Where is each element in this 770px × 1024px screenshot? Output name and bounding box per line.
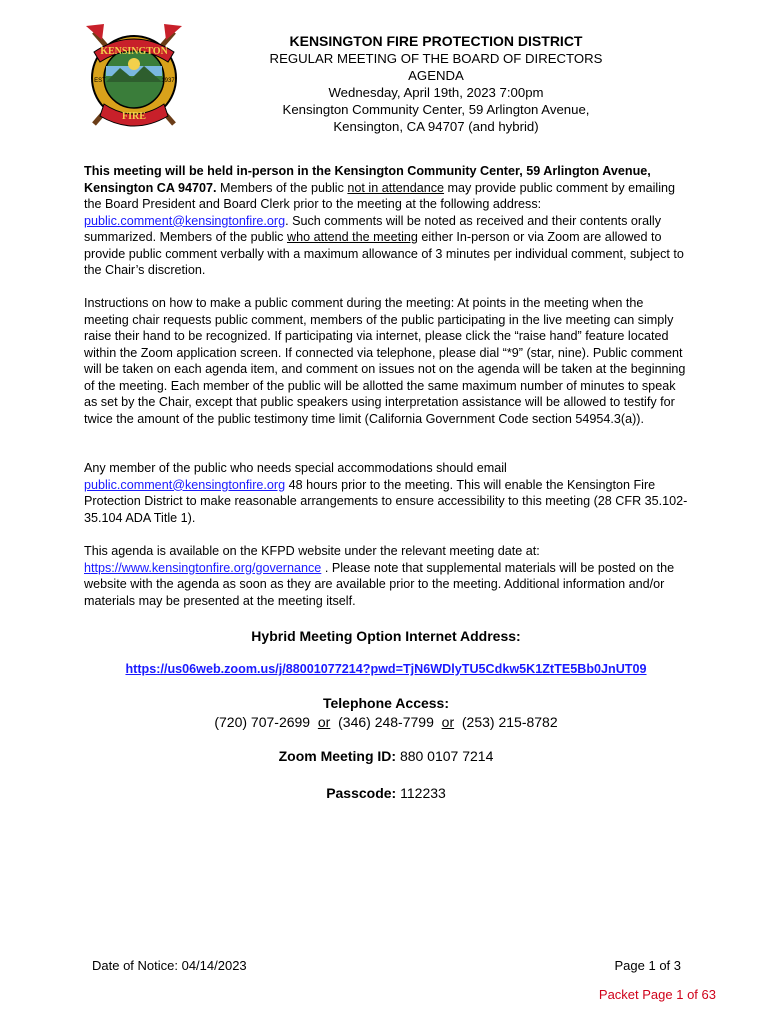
packet-page-number: Packet Page 1 of 63 (598, 987, 716, 1002)
meeting-datetime: Wednesday, April 19th, 2023 7:00pm (328, 85, 544, 100)
logo-right-text: 1937 (161, 78, 175, 84)
hybrid-title: Hybrid Meeting Option Internet Address: (251, 628, 521, 644)
accommodations-email-link[interactable]: public.comment@kensingtonfire.org (84, 477, 286, 492)
logo-left-text: EST (94, 78, 106, 84)
zoom-id-value: 880 0107 7214 (399, 748, 494, 764)
passcode-value: 112233 (400, 785, 446, 801)
text-segment: . Please note that supplemental materials will be posted on the website with the agenda as soon as they are available prior to the meeting. Additional information and/or materials may be presented at the meeting itself. (84, 560, 675, 608)
logo-bottom-text: FIRE (122, 111, 146, 122)
paragraph-website (84, 543, 688, 609)
agenda-label: AGENDA (408, 68, 464, 83)
text-segment: 48 hours prior to the meeting. This will enable the Kensington Fire Protection District to make reasonable arrangements to ensure accessibility to this meeting (28 CFR 35.102-35.104 ADA Title 1). (84, 477, 688, 525)
page-number: Page 1 of 3 (614, 958, 681, 973)
text-segment: either In-person or via Zoom are allowed to provide public comment verbally with a maximum allowance of 3 minutes per individual comment, subject to the Chair’s discretion. (84, 230, 684, 277)
zoom-url-link-wrap (84, 662, 688, 676)
or-separator: or (441, 714, 455, 730)
phone-number-1: (720) 707-2699 (214, 714, 311, 730)
agenda-header (230, 33, 642, 135)
passcode (84, 785, 688, 801)
paragraph-instructions: Instructions on how to make a public comment during the meeting: At points in the meeting when the meeting chair requests public comment, members of the public participating in the live meeting can simply raise their hand to be recognized. If participating via internet, please click the “raise hand” feature located within the Zoom application screen. If connected via telephone, please dial “*9” (star, nine). Public comment will be taken on each agenda item, and comment on issues not on the agenda will be taken at the beginning of the meeting. Each member of the public will be allotted the same maximum number of minutes to speak as set by the Chair, except that public speakers using interpretation assistance will be allowed to testify for twice the amount of the public testimony time limit (California Government Code section 54954.3(a)). (84, 296, 686, 426)
zoom-id-label: Zoom Meeting ID: (278, 748, 397, 764)
passcode-label: Passcode: (326, 785, 397, 801)
zoom-meeting-id (84, 748, 688, 764)
phone-number-3: (253) 215-8782 (461, 714, 558, 730)
in-person-notice: This meeting will be held in-person in the Kensington Community Center, 59 Arlington Avenue, Kensington CA 94707. (84, 164, 651, 195)
meeting-location-line2: Kensington, CA 94707 (and hybrid) (333, 119, 539, 134)
governance-link[interactable]: https://www.kensingtonfire.org/governance (84, 560, 322, 575)
phone-number-2: (346) 248-7799 (338, 714, 434, 730)
date-of-notice: Date of Notice: 04/14/2023 (92, 958, 247, 973)
text-segment: Members of the public (216, 180, 348, 195)
text-segment: This agenda is available on the KFPD website under the relevant meeting date at: (84, 544, 540, 558)
paragraph-accommodations (84, 460, 688, 526)
text-segment: may provide public comment by emailing the Board President and Board Clerk prior to the meeting at the following address: (84, 180, 676, 211)
public-comment-email-link[interactable]: public.comment@kensingtonfire.org (84, 213, 286, 228)
telephone-numbers (84, 714, 688, 730)
org-name: KENSINGTON FIRE PROTECTION DISTRICT (289, 33, 583, 49)
text-segment: . Such comments will be noted as received and their contents orally summarized. Members of the public (84, 213, 661, 244)
zoom-url-link[interactable]: https://us06web.zoom.us/j/88001077214?pwd=TjN6WDlyTU5Cdkw5K1ZtTE5Bb0JnUT09 (125, 662, 647, 676)
logo-top-text: KENSINGTON (100, 46, 168, 57)
underline-not-in-attendance: not in attendance (347, 180, 445, 195)
meeting-location-line1: Kensington Community Center, 59 Arlington Avenue, (282, 102, 590, 117)
kensington-fire-logo (80, 22, 188, 134)
or-separator: or (317, 714, 331, 730)
text-segment: Any member of the public who needs special accommodations should email (84, 461, 507, 475)
paragraph-in-person (84, 163, 688, 279)
telephone-title: Telephone Access: (322, 695, 450, 711)
underline-who-attend: who attend the meeting (286, 230, 418, 244)
meeting-title: REGULAR MEETING OF THE BOARD OF DIRECTORS (269, 51, 603, 66)
